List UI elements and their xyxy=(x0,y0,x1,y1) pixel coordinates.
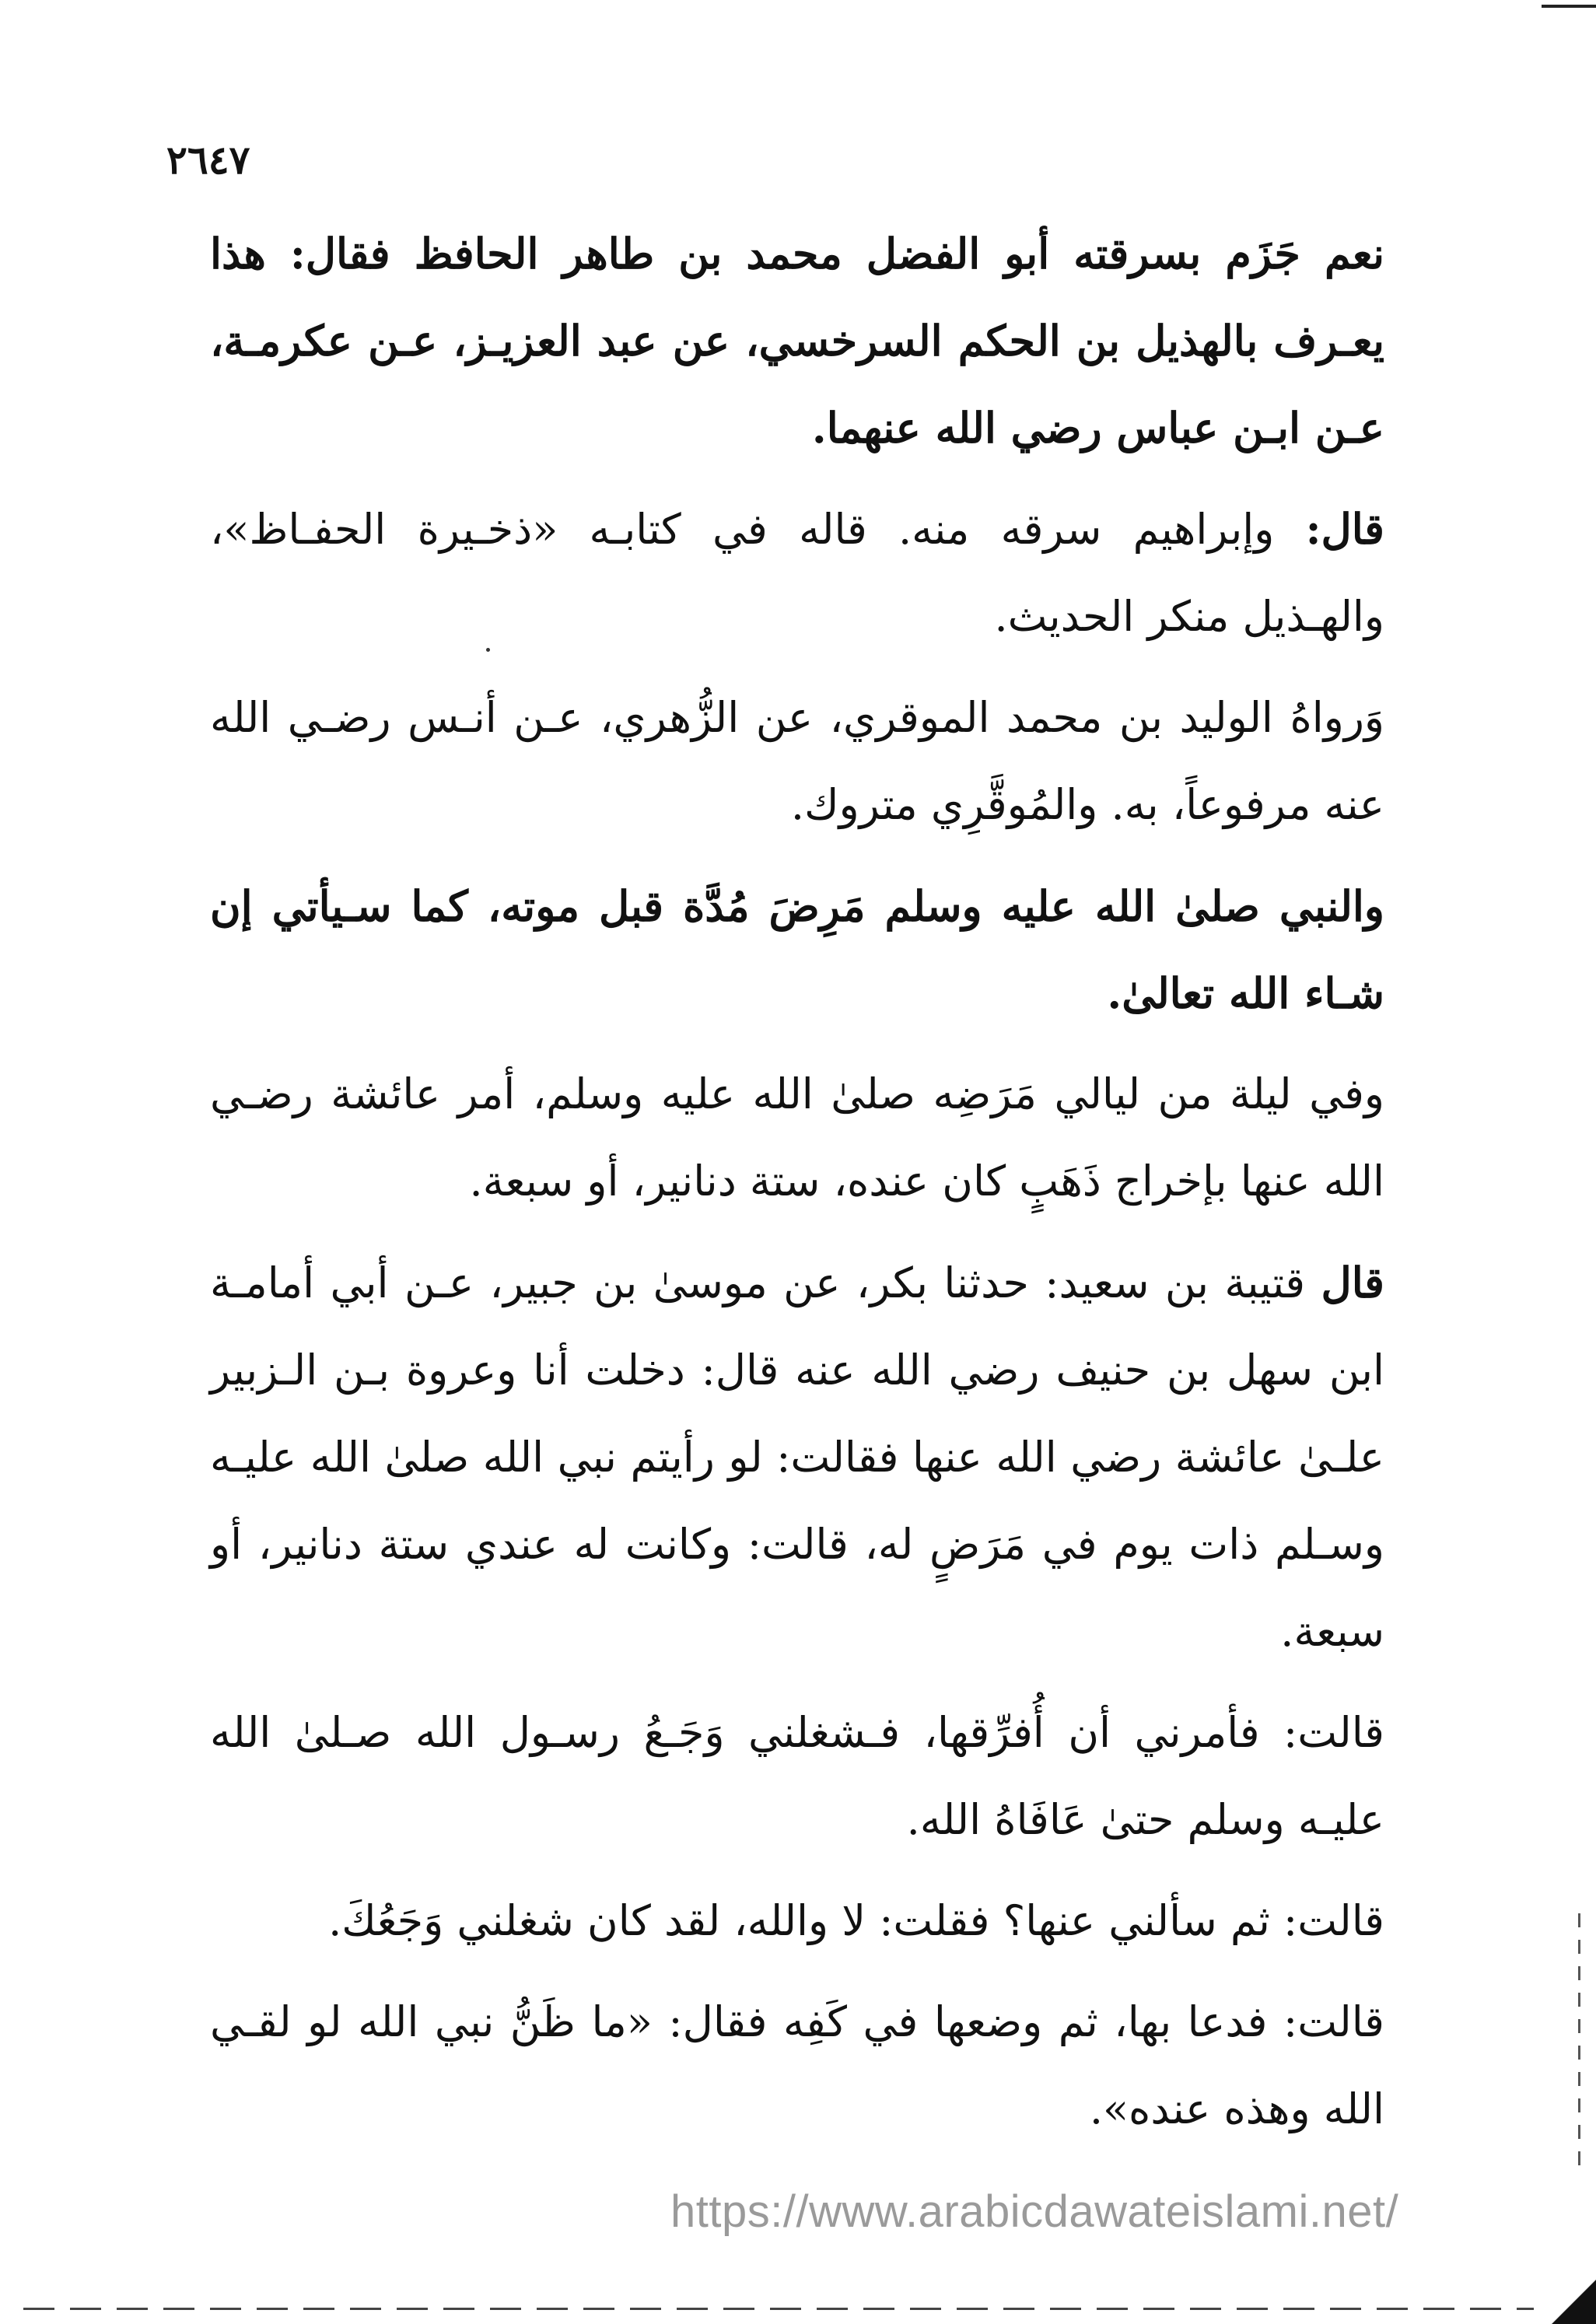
scan-edge-mark xyxy=(1542,5,1596,8)
scan-edge-mark-right xyxy=(1578,1913,1580,2178)
paragraph-3: وَرواهُ الوليد بن محمد الموقري، عن الزُّهري، عـن أنـس رضـي الله عنه مرفوعاً، به. والمُوقَّرِي متروك. xyxy=(210,693,1384,829)
paragraph-9: قالت: فدعا بها، ثم وضعها في كَفِه فقال: «ما ظَنُّ نبي الله لو لقـي الله وهذه عنده». xyxy=(210,1997,1384,2133)
scan-corner-mark xyxy=(1546,2274,1596,2324)
paragraph-body: وإبراهيم سرقه منه. قاله في كتابـه «ذخـيرة الحفـاظ»، والهـذيل منكر الحديث. xyxy=(210,505,1384,641)
paragraph-1: نعم جَزَم بسرقته أبو الفضل محمد بن طاهر الحافظ فقال: هذا يعـرف بالهذيل بن الحكم السرخسي، عن عبد العزيـز، عـن عكرمـة، عـن ابـن عباس رضي الله عنهما. xyxy=(210,229,1384,453)
paragraph-4: والنبي صلىٰ الله عليه وسلم مَرِضَ مُدَّة قبل موته، كما سـيأتي إن شـاء الله تعالىٰ. xyxy=(210,881,1384,1018)
paragraph-6 xyxy=(210,1239,1384,1675)
page-number: ٢٦٤٧ xyxy=(166,137,250,183)
scan-edge-mark-bottom xyxy=(23,2308,1534,2310)
main-text-body xyxy=(210,210,1384,2167)
paragraph-8: قالت: ثم سألني عنها؟ فقلت: لا والله، لقد كان شغلني وَجَعُكَ. xyxy=(328,1896,1384,1945)
paragraph-body: قتيبة بن سعيد: حدثنا بكر، عن موسىٰ بن جبير، عـن أبي أمامـة ابن سهل بن حنيف رضي الله عنه قال: دخلت أنا وعروة بـن الـزبير علـىٰ عائشة رضي الله عنها فقالت: لو رأيتم نبي الله صلىٰ الله عليـه وسـلم ذات يوم في مَرَضٍ له، قالت: وكانت له عندي ستة دنانير، أو سبعة. xyxy=(210,1258,1384,1656)
ink-speck xyxy=(486,648,490,652)
paragraph-7: قالت: فأمرني أن أُفرِّقها، فـشغلني وَجَـعُ رسـول الله صـلىٰ الله عليـه وسلم حتىٰ عَافَاهُ الله. xyxy=(210,1708,1384,1844)
paragraph-lead-word: قال: xyxy=(1305,504,1384,554)
paragraph-5: وفي ليلة من ليالي مَرَضِه صلىٰ الله عليه وسلم، أمر عائشة رضـي الله عنها بإخراج ذَهَبٍ كان عنده، ستة دنانير، أو سبعة. xyxy=(210,1069,1384,1206)
paragraph-lead-word: قال xyxy=(1321,1258,1384,1307)
paragraph-2 xyxy=(210,485,1384,660)
watermark-url: https://www.arabicdawateislami.net/ xyxy=(670,2186,1399,2237)
